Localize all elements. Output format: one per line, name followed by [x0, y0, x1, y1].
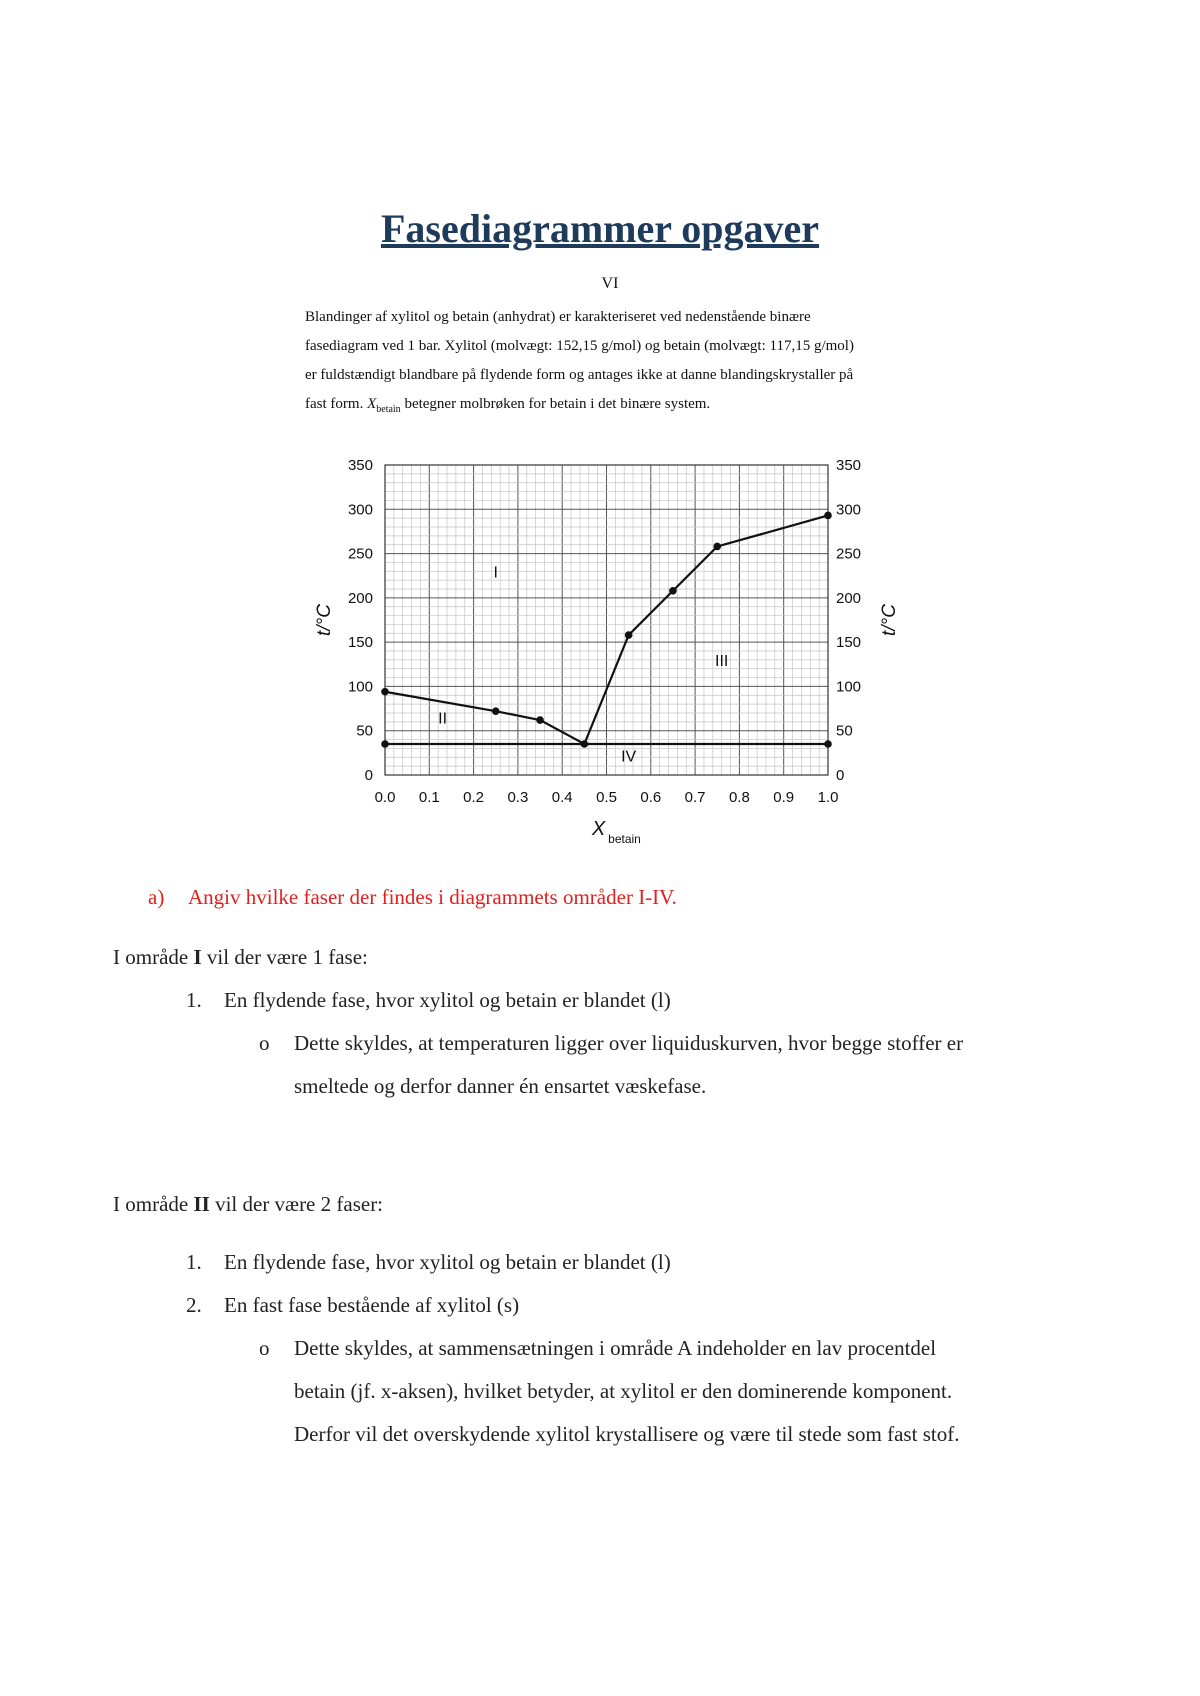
data-point [824, 512, 832, 520]
data-point [492, 707, 500, 715]
list-number: 2. [186, 1293, 202, 1317]
y-tick-label-right: 200 [836, 589, 862, 607]
x-tick-label: 0.6 [640, 789, 662, 806]
section-2-subpoint-cont: Derfor vil det overskydende xylitol krystallisere og være til stede som fast stof. [294, 1422, 960, 1446]
phase-diagram-chart [300, 440, 900, 860]
region-label: I [193, 945, 202, 969]
section-2-subpoint-cont: betain (jf. x-aksen), hvilket betyder, at xylitol er den dominerende komponent. [294, 1379, 953, 1403]
problem-excerpt [305, 275, 915, 424]
x-tick-label: 0.9 [773, 789, 795, 806]
x-tick-label: 1.0 [817, 789, 839, 806]
data-point [381, 688, 389, 696]
subpoint-text: Dette skyldes, at sammensætningen i område A indeholder en lav procentdel [294, 1336, 937, 1360]
intro-text: I område [113, 945, 194, 969]
region-label: II [193, 1192, 210, 1216]
list-number: 1. [186, 1250, 202, 1274]
question-a [148, 885, 677, 910]
region-label: I [493, 564, 498, 582]
question-text: Angiv hvilke faser der findes i diagrammets områder I-IV. [188, 885, 677, 909]
section-2-subpoint [259, 1336, 936, 1361]
y-tick-label-right: 50 [836, 722, 853, 740]
excerpt-line: er fuldstændigt blandbare på flydende form og antages ikke at danne blandingskrystaller på [305, 367, 854, 383]
y-tick-label-right: 300 [836, 501, 862, 519]
data-point [824, 740, 832, 748]
question-label: a) [148, 885, 165, 909]
excerpt-line: fasediagram ved 1 bar. Xylitol (molvægt: 152,15 g/mol) og betain (molvægt: 117,15 g/mol) [305, 338, 854, 354]
intro-text: vil der være 1 fase: [201, 945, 368, 969]
x-tick-label: 0.1 [418, 789, 440, 806]
x-tick-label: 0.0 [374, 789, 396, 806]
y-tick-label-right: 150 [836, 634, 862, 652]
y-axis-label-left: t/°C [314, 604, 335, 636]
y-tick-label-right: 100 [836, 678, 862, 696]
excerpt-subscript: betain [376, 404, 401, 415]
data-point [381, 740, 389, 748]
y-tick-label-left: 350 [347, 457, 373, 474]
section-2-item-2 [186, 1293, 519, 1318]
x-tick-label: 0.4 [551, 789, 573, 806]
excerpt-line [305, 390, 915, 424]
region-label: III [715, 652, 729, 670]
excerpt-line: Blandinger af xylitol og betain (anhydrat) er karakteriseret ved nedenstående binære [305, 309, 811, 325]
data-point [713, 543, 721, 551]
x-tick-label: 0.8 [728, 789, 750, 806]
y-tick-label-left: 150 [347, 634, 373, 652]
subpoint-text: Dette skyldes, at temperaturen ligger over liquiduskurven, hvor begge stoffer er [294, 1031, 964, 1055]
x-tick-label: 0.7 [684, 789, 706, 806]
excerpt-text: betegner molbrøken for betain i det binære system. [400, 396, 711, 412]
section-1-subpoint [259, 1031, 963, 1056]
intro-text: vil der være 2 faser: [209, 1192, 384, 1216]
data-point [625, 631, 633, 639]
y-axis-label-right: t/°C [879, 604, 900, 636]
y-tick-label-left: 50 [356, 722, 373, 740]
y-tick-label-left: 200 [347, 589, 373, 607]
list-text: En flydende fase, hvor xylitol og betain er blandet (l) [224, 1250, 671, 1274]
y-tick-label-left: 100 [347, 678, 373, 696]
x-axis-label: X [591, 818, 606, 840]
data-point [536, 716, 544, 724]
y-tick-label-right: 0 [836, 767, 845, 784]
region-label: II [438, 710, 448, 728]
y-tick-label-right: 350 [836, 457, 862, 474]
y-tick-label-left: 0 [364, 767, 373, 784]
list-text: En flydende fase, hvor xylitol og betain er blandet (l) [224, 988, 671, 1012]
region-label: IV [621, 748, 637, 766]
page-title: Fasediagrammer opgaver [380, 206, 820, 251]
x-axis-label-subscript: betain [608, 832, 641, 846]
section-1-item-1 [186, 988, 671, 1013]
x-tick-label: 0.3 [507, 789, 529, 806]
section-1-subpoint-cont: smeltede og derfor danner én ensartet væskefase. [294, 1074, 707, 1098]
section-1-intro [113, 945, 368, 970]
bullet: o [259, 1031, 270, 1055]
bullet: o [259, 1336, 270, 1360]
list-number: 1. [186, 988, 202, 1012]
intro-text: I område [113, 1192, 194, 1216]
list-text: En fast fase bestående af xylitol (s) [224, 1293, 520, 1317]
data-point [669, 587, 677, 595]
section-2-intro [113, 1192, 383, 1217]
excerpt-heading: VI [601, 275, 619, 292]
x-tick-label: 0.2 [463, 789, 485, 806]
y-tick-label-left: 300 [347, 501, 373, 519]
section-2-item-1 [186, 1250, 671, 1275]
y-tick-label-left: 250 [347, 545, 373, 563]
excerpt-text: fast form. [305, 396, 368, 412]
y-tick-label-right: 250 [836, 545, 862, 563]
excerpt-symbol: X [367, 396, 377, 412]
x-tick-label: 0.5 [596, 789, 617, 806]
